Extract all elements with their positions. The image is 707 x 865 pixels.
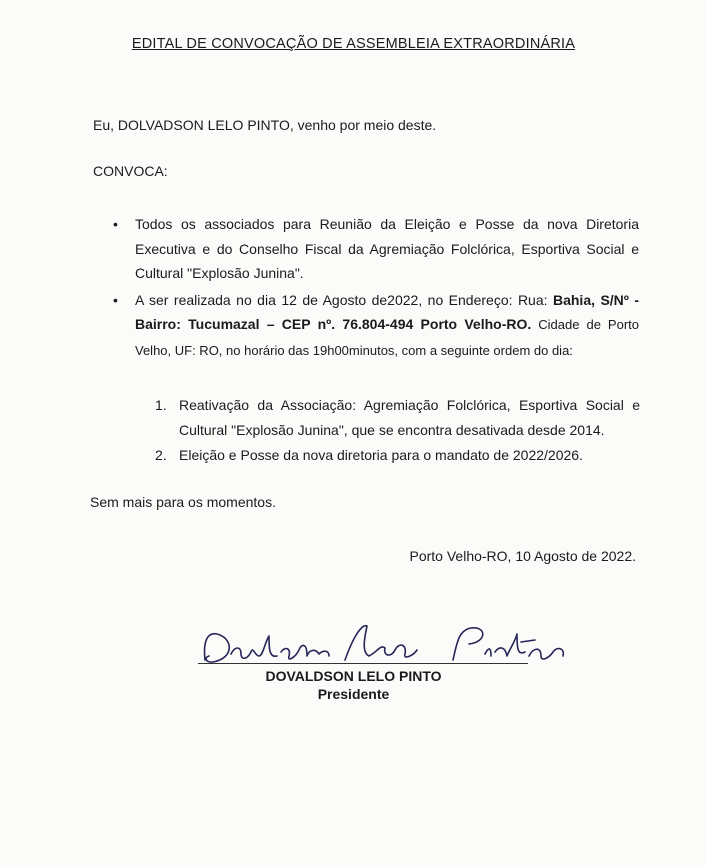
document-title: EDITAL DE CONVOCAÇÃO DE ASSEMBLEIA EXTRAORDINÁRIA: [131, 36, 576, 52]
agenda-item-text: Eleição e Posse da nova diretoria para o mandato de 2022/2026.: [179, 447, 583, 463]
signer-name: DOVALDSON LELO PINTO: [265, 668, 442, 684]
agenda-list: [155, 393, 640, 468]
bullet-list: [113, 212, 639, 363]
date-line: Porto Velho-RO, 10 Agosto de 2022.: [409, 548, 636, 564]
bullet-text: Todos os associados para Reunião da Eleição e Posse da nova Diretoria Executiva e do Conselho Fiscal da Agremiação Folclórica, Esportiva Social e Cultural "Explosão Junina".: [135, 216, 639, 281]
bullet-text-part1: A ser realizada no dia 12 de Agosto de2022, no Endereço: Rua:: [135, 291, 553, 308]
agenda-item: [155, 443, 640, 468]
signer-role: Presidente: [317, 686, 390, 702]
closing-line: Sem mais para os momentos.: [90, 494, 276, 510]
intro-paragraph: Eu, DOLVADSON LELO PINTO, venho por meio deste.: [93, 117, 437, 133]
agenda-item-number: 2.: [155, 447, 167, 463]
convoca-heading: CONVOCA:: [93, 163, 168, 179]
bullet-item-associados: [113, 212, 639, 286]
address-text: Bahia, S/Nº - Bairro: Tucumazal – CEP nº. 76.804-494 Porto Velho-RO.: [135, 291, 640, 332]
agenda-item-text: Reativação da Associação: Agremiação Folclórica, Esportiva Social e Cultural "Explosão Junina", que se encontra desativada desde 2014.: [179, 397, 640, 438]
signature-line: [198, 663, 528, 664]
bullet-item-realizacao: [113, 288, 639, 364]
bullet-text-part2: Cidade de Porto Velho, UF: RO, no horário das 19h00minutos, com a seguinte ordem do dia:: [135, 317, 639, 358]
agenda-item: [155, 393, 640, 442]
agenda-item-number: 1.: [155, 397, 167, 413]
